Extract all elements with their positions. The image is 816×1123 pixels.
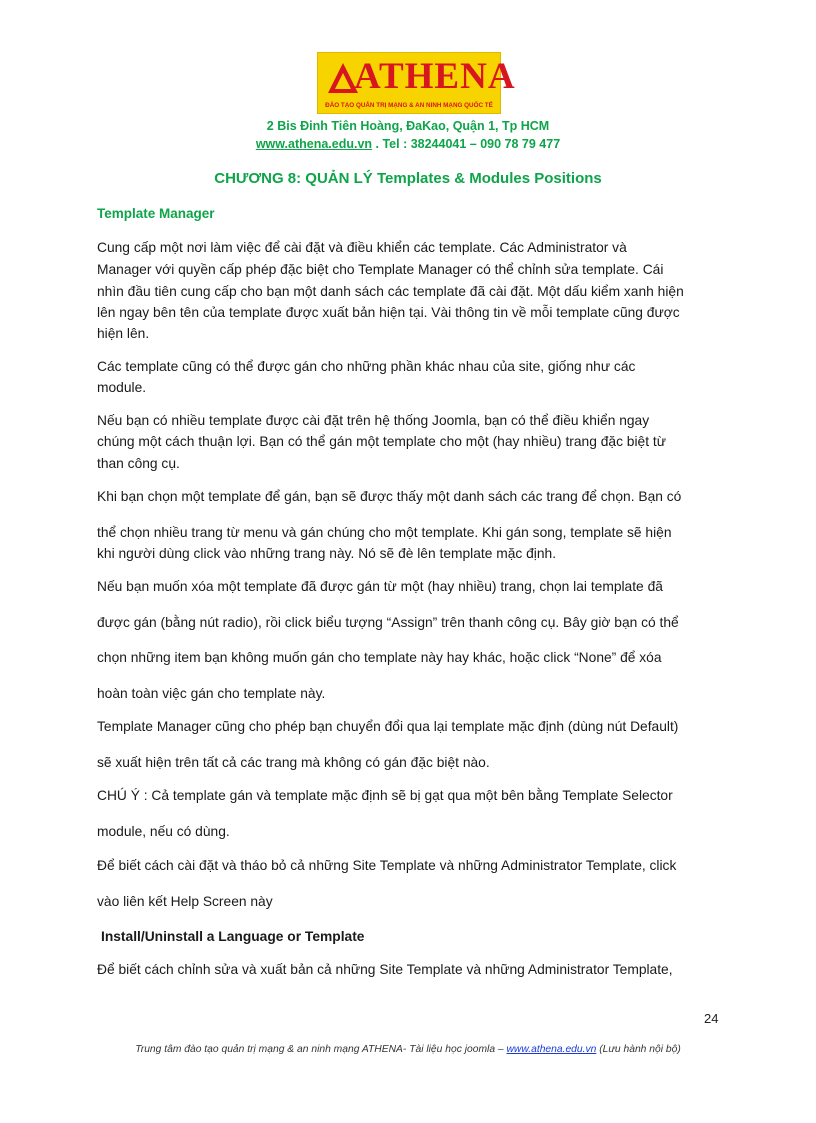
body-line: module. (97, 380, 147, 395)
body-line: hoàn toàn việc gán cho template này. (97, 686, 326, 701)
body-line: được gán (bằng nút radio), rồi click biểu tượng “Assign” trên thanh công cụ. Bây giờ bạn có thể (97, 615, 679, 630)
footer-prefix: Trung tâm đào tạo quản trị mạng & an ninh mạng ATHENA- Tài liệu học joomla – (135, 1044, 507, 1055)
footer-website-link[interactable]: www.athena.edu.vn (506, 1044, 597, 1055)
logo-wordmark: ATHENA (354, 56, 516, 97)
athena-logo (317, 52, 516, 114)
body-line: Khi bạn chọn một template để gán, bạn sẽ được thấy một danh sách các trang để chọn. Bạn có (97, 489, 682, 504)
body-line: Template Manager cũng cho phép bạn chuyển đổi qua lại template mặc định (dùng nút Default) (97, 719, 679, 734)
body-line: Manager với quyền cấp phép đặc biệt cho Template Manager có thể chỉnh sửa template. Cái (97, 262, 664, 277)
page-footer (0, 1044, 816, 1055)
body-line: Nếu bạn muốn xóa một template đã được gán từ một (hay nhiều) trang, chọn lai template đã (97, 579, 663, 594)
phone-text: . Tel : 38244041 – 090 78 79 477 (372, 137, 561, 151)
body-line: nhìn đầu tiên cung cấp cho bạn một danh sách các template đã cài đặt. Một dấu kiểm xanh hiện (97, 284, 684, 299)
body-line: sẽ xuất hiện trên tất cả các trang mà không có gán đặc biệt nào. (97, 755, 490, 770)
page-number: 24 (704, 1011, 719, 1026)
body-line: Để biết cách chỉnh sửa và xuất bản cả những Site Template và những Administrator Template, (97, 962, 673, 977)
body-line: Các template cũng có thể được gán cho những phần khác nhau của site, giống như các (97, 359, 636, 374)
header-contact (0, 136, 816, 152)
body-line: module, nếu có dùng. (97, 824, 230, 839)
body-line: lên ngay bên tên của template được xuất bản hiện tại. Vài thông tin về mỗi template cũng được (97, 305, 680, 320)
chapter-title: CHƯƠNG 8: QUẢN LÝ Templates & Modules Positions (214, 170, 602, 187)
section-title: Template Manager (97, 206, 215, 221)
body-line: Nếu bạn có nhiều template được cài đặt trên hệ thống Joomla, bạn có thể điều khiển ngay (97, 413, 650, 428)
footer-suffix: (Lưu hành nội bộ) (596, 1044, 681, 1055)
body-line: hiện lên. (97, 326, 150, 341)
body-line: thể chọn nhiều trang từ menu và gán chúng cho một template. Khi gán song, template sẽ hiện (97, 525, 672, 540)
body-line: khi người dùng click vào những trang này. Nó sẽ đè lên template mặc định. (97, 546, 557, 561)
install-uninstall-heading: Install/Uninstall a Language or Template (101, 929, 365, 944)
body-line: chọn những item bạn không muốn gán cho template này hay khác, hoặc click “None” để xóa (97, 650, 662, 665)
body-line: Để biết cách cài đặt và tháo bỏ cả những Site Template và những Administrator Template, click (97, 858, 677, 873)
logo-tagline: ĐÀO TẠO QUẢN TRỊ MẠNG & AN NINH MẠNG QUỐC TẾ (325, 102, 493, 109)
help-screen-link-text: vào liên kết Help Screen này (97, 894, 273, 909)
body-line: Cung cấp một nơi làm việc để cài đặt và điều khiển các template. Các Administrator và (97, 240, 627, 255)
body-line: than công cụ. (97, 456, 180, 471)
header-address: 2 Bis Đinh Tiên Hoàng, ĐaKao, Quận 1, Tp HCM (266, 119, 550, 133)
website-link[interactable]: www.athena.edu.vn (255, 137, 373, 151)
body-line: chúng một cách thuận lợi. Bạn có thể gán một template cho một (hay nhiều) trang đặc biệt từ (97, 434, 666, 449)
body-line: CHÚ Ý : Cả template gán và template mặc định sẽ bị gạt qua một bên bằng Template Selector (97, 788, 673, 803)
